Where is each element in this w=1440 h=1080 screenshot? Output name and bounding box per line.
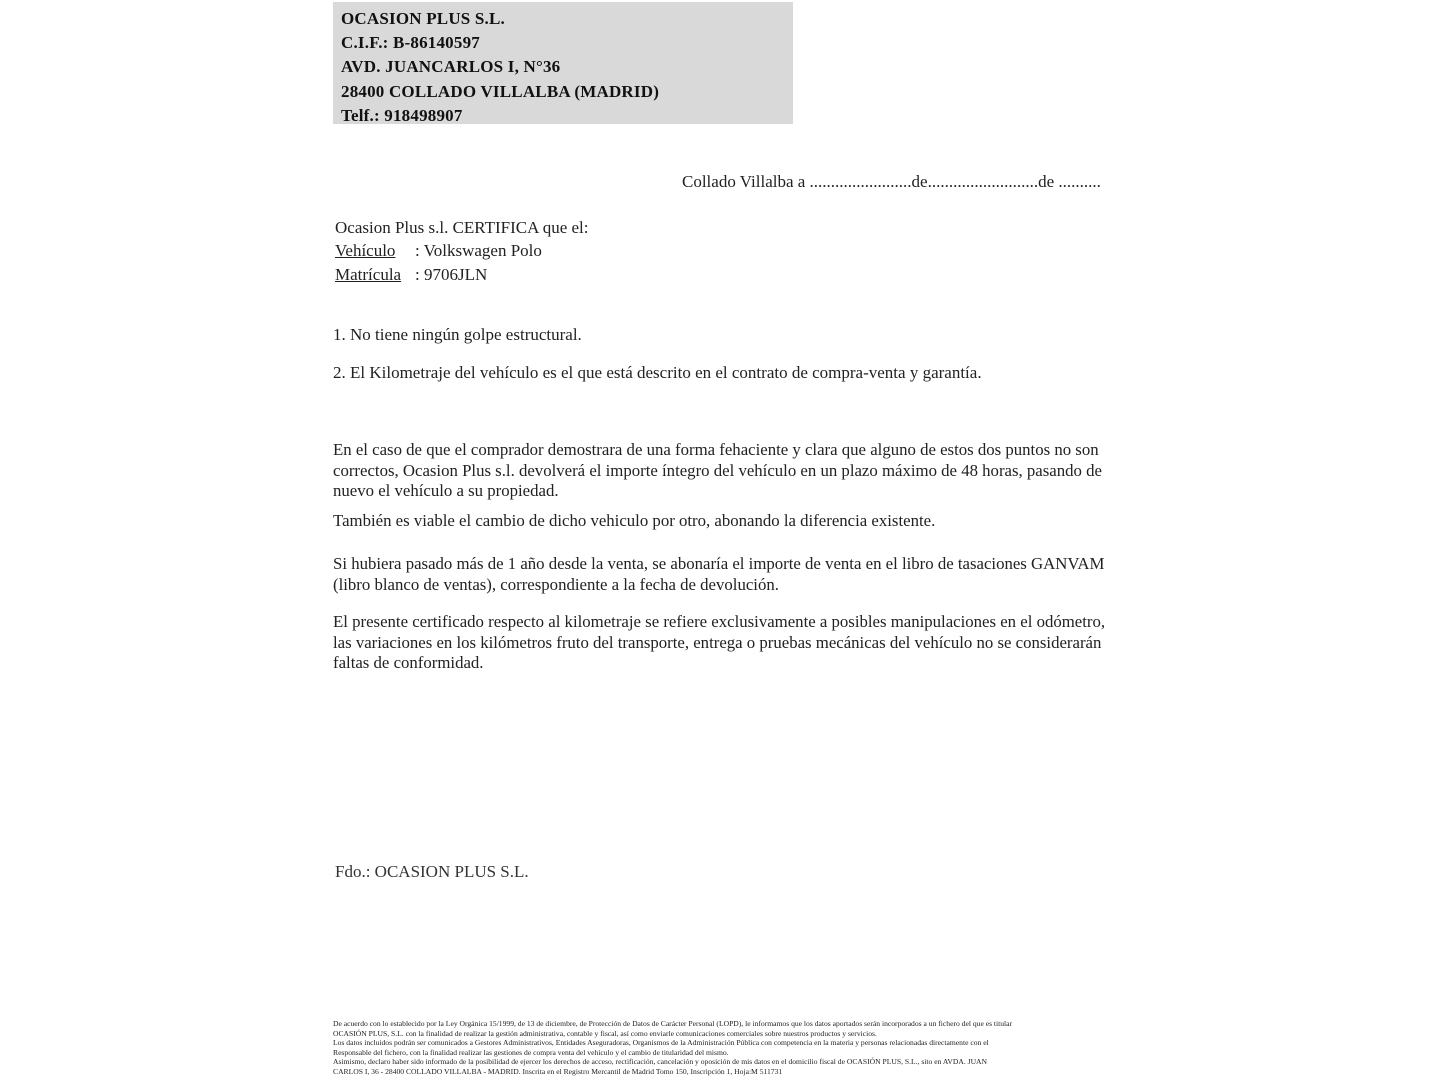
body-paragraph-refund: En el caso de que el comprador demostrara de una forma fehaciente y clara que alguno de estos dos puntos no son correctos, Ocasion Plus s.l. devolverá el importe íntegro del vehículo en un plazo máximo de 48 horas, pasando de nuevo el vehículo a su propiedad. (333, 440, 1102, 501)
legal-footer-line: OCASIÓN PLUS, S.L. con la finalidad de realizar la gestión administrativa, contable y fiscal, así como enviarle comunicaciones comerciales sobre nuestros productos y servicios. (333, 1028, 877, 1038)
company-city: 28400 COLLADO VILLALBA (MADRID) (341, 81, 660, 101)
company-cif: C.I.F.: B-86140597 (341, 33, 480, 53)
vehicle-row (335, 239, 589, 262)
company-header-block (333, 2, 793, 124)
company-phone: Telf.: 918498907 (341, 105, 463, 125)
body-paragraph-odometer: El presente certificado respecto al kilometraje se refiere exclusivamente a posibles manipulaciones en el odómetro, las variaciones en los kilómetros fruto del transporte, entrega o pruebas mecánicas del vehículo no se considerarán faltas de conformidad. (333, 612, 1106, 673)
plate-value: : 9706JLN (415, 264, 488, 284)
legal-footer-line: Los datos incluidos podrán ser comunicados a Gestores Administrativos, Entidades Aseguradoras, Organismos de la Administración Pública con competencia en la materia y personas relacionadas directamente con el (333, 1038, 989, 1048)
date-line: Collado Villalba a ........................de..........................de .......... (682, 172, 1101, 191)
signature-line: Fdo.: OCASION PLUS S.L. (335, 862, 529, 881)
certify-point-1: 1. No tiene ningún golpe estructural. (333, 325, 582, 344)
body-paragraph-ganvam: Si hubiera pasado más de 1 año desde la venta, se abonaría el importe de venta en el libro de tasaciones GANVAM (libro blanco de ventas), correspondiente a la fecha de devolución. (333, 554, 1105, 594)
company-address: AVD. JUANCARLOS I, N°36 (341, 57, 561, 77)
body-paragraph-exchange: También es viable el cambio de dicho vehiculo por otro, abonando la diferencia existente. (333, 511, 936, 530)
certify-block (335, 216, 589, 286)
legal-footer-line: Responsable del fichero, con la finalidad realizar las gestiones de compra venta del vehículo y el cambio de titularidad del mismo. (333, 1047, 729, 1057)
certify-intro: Ocasion Plus s.l. CERTIFICA que el: (335, 218, 589, 237)
certify-point-2: 2. El Kilometraje del vehículo es el que está descrito en el contrato de compra-venta y garantía. (333, 363, 982, 382)
legal-footer-line: De acuerdo con lo establecido por la Ley Orgánica 15/1999, de 13 de diciembre, de Protección de Datos de Carácter Personal (LOPD), le informamos que los datos aportados serán incorporados a un fichero del que es titular (333, 1019, 1013, 1028)
company-name: OCASION PLUS S.L. (341, 9, 505, 28)
vehicle-label: Vehículo (335, 241, 396, 261)
legal-footer (333, 1019, 1113, 1077)
legal-footer-line: Asimismo, declaro haber sido informado de la posibilidad de ejercer los derechos de acceso, rectificación, cancelación y oposición de mis datos en el domicilio fiscal de OCASIÓN PLUS, S.L., sito en AVDA. JUAN (333, 1057, 988, 1067)
legal-footer-line: CARLOS I, 36 - 28400 COLLADO VILLALBA - MADRID. Inscrita en el Registro Mercantil de Madrid Tomo 150, Inscripción 1, Hoja:M 511731 (333, 1066, 783, 1076)
vehicle-value: : Volkswagen Polo (415, 241, 542, 261)
plate-label: Matrícula (335, 264, 402, 284)
plate-row (335, 263, 589, 286)
